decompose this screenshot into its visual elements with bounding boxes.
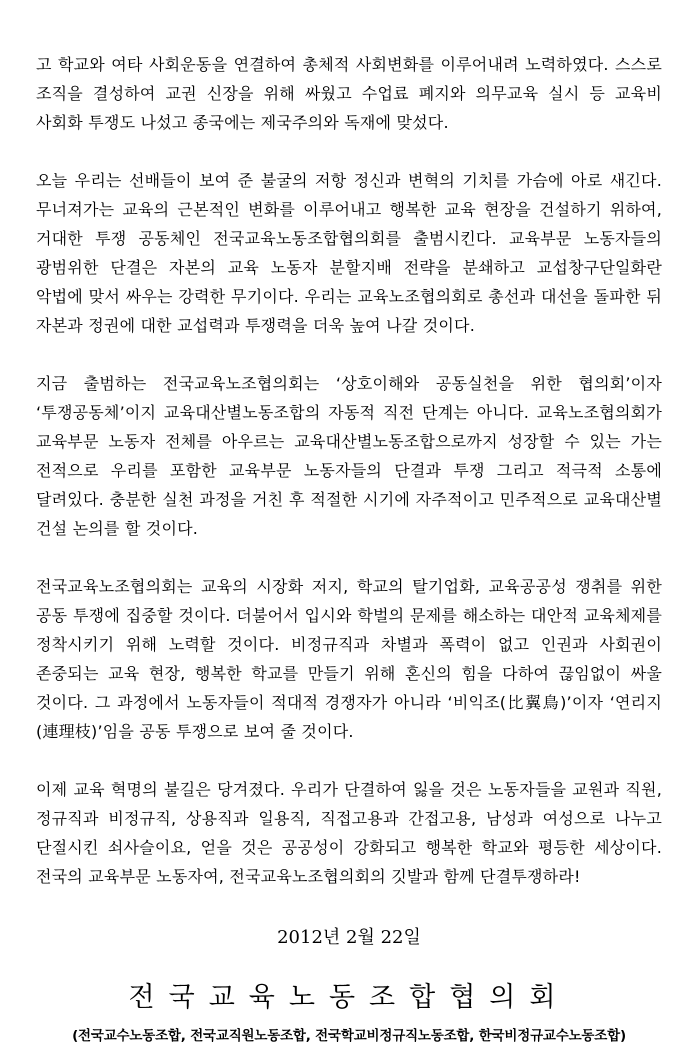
paragraph-5: 이제 교육 혁명의 불길은 당겨졌다. 우리가 단결하여 잃을 것은 노동자들을 교원과 직원, 정규직과 비정규직, 상용직과 일용직, 직접고용과 간접고용, 남성과 여성으로 나누고 단절시킨 쇠사슬이요, 얻을 것은 공공성이 강화되고 행복한 학교와 평등한 세상이다. 전국의 교육부문 노동자여, 전국교육노조협의회의 깃발과 함께 단결투쟁하라! — [36, 780, 662, 886]
paragraph-4: 전국교육노조협의회는 교육의 시장화 저지, 학교의 탈기업화, 교육공공성 쟁취를 위한 공동 투쟁에 집중할 것이다. 더불어서 입시와 학벌의 문제를 해소하는 대안적 교육체제를 정착시키기 위해 노력할 것이다. 비정규직과 차별과 폭력이 없고 인권과 사회권이 존중되는 교육 현장, 행복한 학교를 만들기 위해 혼신의 힘을 다하여 끊임없이 싸울 것이다. 그 과정에서 노동자들이 적대적 경쟁자가 아니라 ‘비익조(比翼鳥)’이자 ‘연리지(連理枝)’임을 공동 투쟁으로 보여 줄 것이다. — [36, 577, 662, 741]
paragraph-2: 오늘 우리는 선배들이 보여 준 불굴의 저항 정신과 변혁의 기치를 가슴에 아로 새긴다. 무너져가는 교육의 근본적인 변화를 이루어내고 행복한 교육 현장을 건설하기 위하여, 거대한 투쟁 공동체인 전국교육노동조합협의회를 출범시킨다. 교육부문 노동자들의 광범위한 단결은 자본의 교육 노동자 분할지배 전략을 분쇄하고 교섭창구단일화란 악법에 맞서 싸우는 강력한 무기이다. 우리는 교육노조협의회로 총선과 대선을 돌파한 뒤 자본과 정권에 대한 교섭력과 투쟁력을 더욱 높여 나갈 것이다. — [36, 171, 662, 335]
paragraph-1: 고 학교와 여타 사회운동을 연결하여 총체적 사회변화를 이루어내려 노력하였다. 스스로 조직을 결성하여 교권 신장을 위해 싸웠고 수업료 폐지와 의무교육 실시 등 교육비 사회화 투쟁도 나섰고 종국에는 제국주의와 독재에 맞섰다. — [36, 55, 662, 132]
organization-members: (전국교수노동조합, 전국교직원노동조합, 전국학교비정규직노동조합, 한국비정규교수노동조합) — [72, 1028, 626, 1044]
declaration-date: 2012년 2월 22일 — [277, 927, 421, 948]
organization-name: 전국교육노동조합협의회 — [128, 982, 570, 1013]
document-page — [36, 50, 662, 1048]
paragraph-3: 지금 출범하는 전국교육노조협의회는 ‘상호이해와 공동실천을 위한 협의회’이자 ‘투쟁공동체’이지 교육대산별노동조합의 자동적 직전 단계는 아니다. 교육노조협의회가 교육부문 노동자 전체를 아우르는 교육대산별노동조합으로까지 성장할 수 있는 가는 전적으로 우리를 포함한 교육부문 노동자들의 단결과 투쟁 그리고 적극적 소통에 달려있다. 충분한 실천 과정을 거친 후 적절한 시기에 자주적이고 민주적으로 교육대산별 건설 논의를 할 것이다. — [36, 374, 662, 538]
